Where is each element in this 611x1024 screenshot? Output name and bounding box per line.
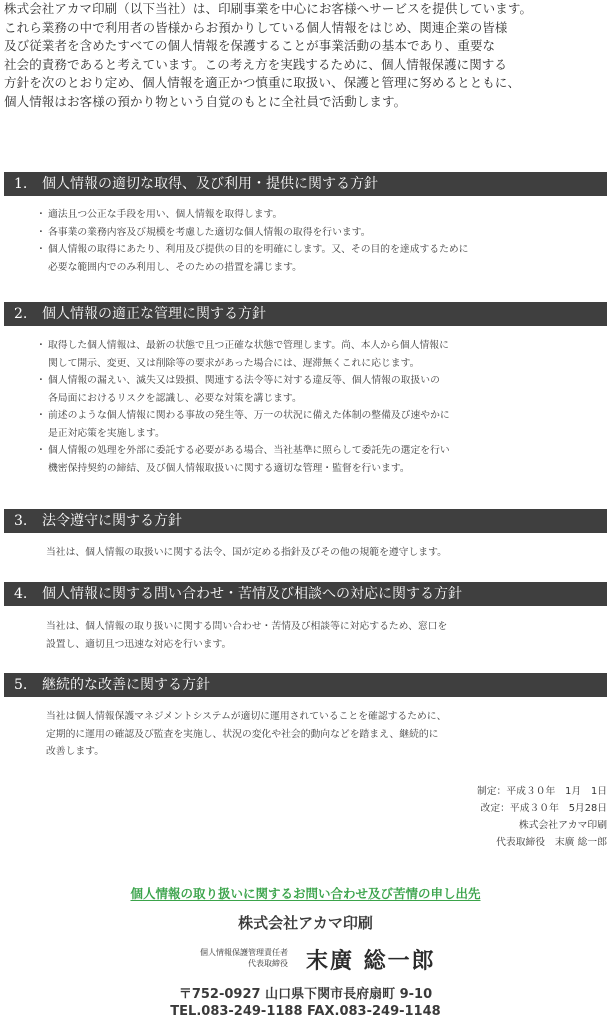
section-text: 当社は、個人情報の取扱いに関する法令、国が定める指針及びその他の規範を遵守します。	[46, 547, 447, 558]
section-1-heading	[4, 172, 607, 196]
established-date: 制定：平成３０年 1月 1日	[476, 786, 607, 797]
contact-tel-fax: TEL.083-249-1188 FAX.083-249-1148	[170, 1004, 441, 1019]
section-title: 継続的な改善に関する方針	[42, 677, 210, 693]
contact-role	[148, 947, 288, 969]
bullet-item: ・ 個人情報の取得にあたり、利用及び提供の目的を明確にします。又、その目的を達成するために 必要な範囲内でのみ利用し、そのための措置を講じます。	[36, 241, 576, 276]
section-3-body	[46, 544, 566, 562]
contact-title: 個人情報の取り扱いに関するお問い合わせ及び苦情の申し出先	[130, 886, 481, 901]
section-number: 1.	[14, 176, 28, 192]
intro-line: 個人情報はお客様の預かり物という自覚のもとに全社員で活動します。	[4, 93, 407, 109]
bullet-item: ・ 個人情報の処理を外部に委託する必要がある場合、当社基準に照らして委託先の選定を行い 機密保持契約の締結、及び個人情報取扱いに関する適切な管理・監督を行います。	[36, 442, 576, 477]
section-2-heading	[4, 302, 607, 326]
bullet-item: ・ 前述のような個人情報に関わる事故の発生等、万一の状況に備えた体制の整備及び速やかに 是正対応策を実施します。	[36, 407, 576, 442]
intro-line: 及び従業者を含めたすべての個人情報を保護することが事業活動の基本であり、重要な	[4, 38, 496, 53]
role-line: 代表取締役	[248, 959, 288, 968]
bullet-item: ・ 各事業の業務内容及び規模を考慮した適切な個人情報の取得を行います。	[36, 224, 576, 242]
section-number: 4.	[14, 586, 28, 602]
section-title: 個人情報の適切な取得、及び利用・提供に関する方針	[42, 176, 378, 192]
section-1-body	[36, 206, 576, 276]
section-title: 個人情報の適正な管理に関する方針	[42, 306, 266, 322]
representative: 代表取締役 末廣 総一郎	[496, 837, 607, 848]
section-number: 3.	[14, 513, 28, 529]
company-name: 株式会社アカマ印刷	[518, 820, 607, 831]
intro-line: 株式会社アカマ印刷（以下当社）は、印刷事業を中心にお客様へサービスを提供しています。	[4, 1, 533, 16]
intro-line: 方針を次のとおり定め、個人情報を適正かつ慎重に取扱い、保護と管理に努めるとともに、	[4, 75, 521, 90]
section-title: 法令遵守に関する方針	[42, 513, 182, 529]
revised-date: 改定：平成３０年 5月28日	[480, 803, 607, 814]
section-5-heading	[4, 673, 607, 697]
section-text: 当社は、個人情報の取り扱いに関する問い合わせ・苦情及び相談等に対応するため、窓口を 設置し、適切且つ迅速な対応を行います。	[46, 621, 448, 650]
intro-line: 社会的責務であると考えています。この考え方を実践するために、個人情報保護に関する	[4, 56, 508, 72]
bullet-item: ・ 個人情報の漏えい、滅失又は毀損、関連する法令等に対する違反等、個人情報の取扱いの 各局面におけるリスクを認識し、必要な対策を講じます。	[36, 372, 576, 407]
contact-company: 株式会社アカマ印刷	[238, 914, 373, 932]
bullet-item: ・ 取得した個人情報は、最新の状態で且つ正確な状態で管理します。尚、本人から個人情報に 関して開示、変更、又は削除等の要求があった場合には、遅滞無くこれに応じます。	[36, 337, 576, 372]
section-4-body	[46, 618, 566, 653]
section-4-heading	[4, 582, 607, 606]
section-2-body	[36, 337, 576, 477]
intro-paragraph	[4, 0, 608, 111]
section-5-body	[46, 708, 566, 761]
section-3-heading	[4, 509, 607, 533]
intro-line: これら業務の中で利用者の皆様からお預かりしている個人情報をはじめ、関連企業の皆様	[4, 19, 508, 35]
bullet-item: ・ 適法且つ公正な手段を用い、個人情報を取得します。	[36, 206, 576, 224]
role-line: 個人情報保護管理責任者	[200, 948, 288, 957]
revision-info	[477, 783, 607, 851]
contact-address: 〒752-0927 山口県下関市長府扇町 9-10	[178, 987, 433, 1002]
section-number: 5.	[14, 677, 28, 693]
contact-person-name: 末廣 総一郎	[306, 949, 436, 974]
section-text: 当社は個人情報保護マネジメントシステムが適切に運用されていることを確認するために、 定期的に運用の確認及び監査を実施し、状況の変化や社会的動向などを踏まえ、継続的に 改善します。	[46, 711, 447, 757]
section-number: 2.	[14, 306, 28, 322]
section-title: 個人情報に関する問い合わせ・苦情及び相談への対応に関する方針	[42, 586, 462, 602]
